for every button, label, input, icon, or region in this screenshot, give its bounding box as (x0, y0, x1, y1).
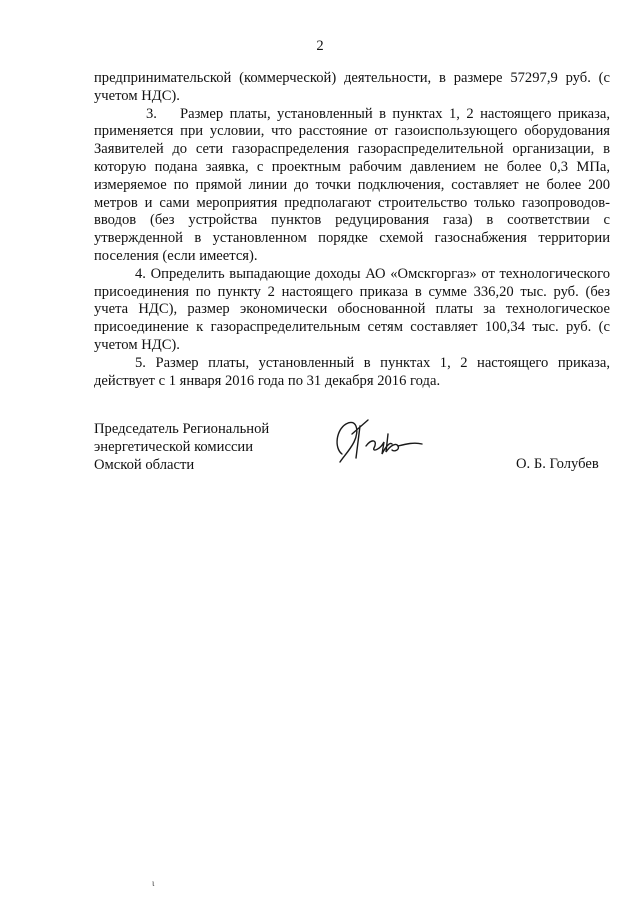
stray-scan-mark: ι (152, 878, 155, 888)
signer-position (94, 421, 269, 474)
paragraph-5: 5. Размер платы, установленный в пунктах 1, 2 настоящего приказа, действует с 1 января 2016 года по 31 декабря 2016 года. (94, 354, 610, 389)
handwritten-signature (330, 412, 426, 468)
signatory-name: О. Б. Голубев (516, 456, 599, 472)
signer-position-line: Омской области (94, 456, 195, 473)
document-body (94, 70, 610, 390)
paragraph-continuation: предпринимательской (коммерческой) деятельности, в размере 57297,9 руб. (с учетом НДС). (94, 70, 610, 104)
paragraph-4: 4. Определить выпадающие доходы АО «Омскгоргаз» от технологического присоединения по пункту 2 настоящего приказа в сумме 336,20 тыс. руб. (без учета НДС), размер экономически обоснованной платы за технологическое присоединение к газораспределительным сетям составляет 100,34 тыс. руб. (с учетом НДС). (94, 265, 610, 353)
signer-position-line: энергетической комиссии (94, 438, 254, 455)
paragraph-3: 3. Размер платы, установленный в пунктах 1, 2 настоящего приказа, применяется при условии, что расстояние от газоиспользующего оборудования Заявителей до сети газораспределения газораспределительной организации, в которую подана заявка, с проектным рабочим давлением не более 0,3 МПа, измеряемое по прямой линии до точки подключения, составляет не более 200 метров и сами мероприятия предполагают строительство только газопроводов-вводов (без устройства пунктов редуцирования газа) в соответствии с утвержденной в установленном порядке схемой газоснабжения территории поселения (если имеется). (94, 105, 610, 264)
signer-position-line: Председатель Региональной (94, 421, 270, 437)
page-number: 2 (316, 38, 324, 54)
paragraph-number: 3. (146, 105, 157, 122)
